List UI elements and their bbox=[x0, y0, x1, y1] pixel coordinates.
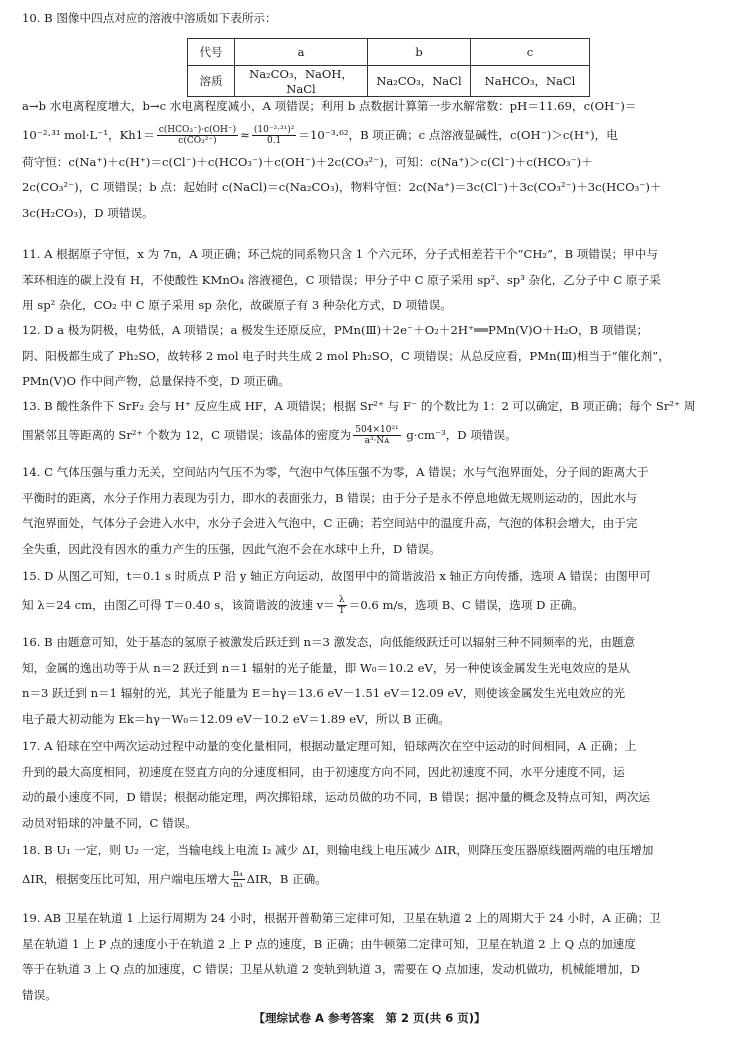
question-10-body bbox=[22, 94, 716, 226]
text-line: 苯环相连的碳上没有 H，不使酸性 KMnO₄ 溶液褪色，C 项错误；甲分子中 C 原子采用 sp²、sp³ 杂化，乙分子中 C 原子采 bbox=[22, 272, 661, 287]
wave-speed-fraction bbox=[337, 595, 347, 616]
text-line: 12. D a 极为阴极，电势低，A 项错误；a 极发生还原反应，PMn(Ⅲ)＋2e⁻＋O₂＋2H⁺══PMn(Ⅴ)O＋H₂O，B 项错误； bbox=[22, 323, 649, 337]
text-line: 19. AB 卫星在轨道 1 上运行周期为 24 小时，根据开普勒第三定律可知，卫星在轨道 2 上的周期大于 24 小时，A 正确；卫 bbox=[22, 911, 661, 925]
text-line: 15. D 从图乙可知，t＝0.1 s 时质点 P 沿 y 轴正方向运动，故图甲中的简谐波沿 x 轴正方向传播，选项 A 错误；由图甲可 bbox=[22, 569, 651, 583]
table-cell: 溶质 bbox=[188, 66, 235, 97]
table-cell: Na₂CO₃，NaCl bbox=[368, 66, 471, 97]
fraction-denominator: 0.1 bbox=[266, 136, 282, 146]
text-line: 气泡界面处，气体分子会进入水中，水分子会进入气泡中，C 正确；若空间站中的温度升高，气泡的体积会增大，由于完 bbox=[22, 516, 638, 530]
fraction-numerator: c(HCO₃⁻)·c(OH⁻) bbox=[158, 125, 237, 135]
text-segment: ΔIR，B 正确。 bbox=[246, 871, 327, 886]
fraction-numerator: (10⁻²·³¹)² bbox=[253, 125, 295, 135]
text-line bbox=[22, 590, 716, 620]
question-11 bbox=[22, 242, 716, 319]
fraction-numerator: 504×10²¹ bbox=[355, 425, 399, 435]
question-19 bbox=[22, 906, 716, 1008]
text-line: 2c(CO₃²⁻)，C 项错误；b 点：起始时 c(NaCl)＝c(Na₂CO₃)，物料守恒：2c(Na⁺)＝3c(Cl⁻)＋3c(CO₃²⁻)＋3c(HCO₃⁻)＋ bbox=[22, 180, 662, 194]
kh-tail: ＝10⁻³·⁶²，B 项正确；c 点溶液显碱性，c(OH⁻)＞c(H⁺)，电 bbox=[298, 127, 618, 142]
text-line: 13. B 酸性条件下 SrF₂ 会与 H⁺ 反应生成 HF，A 项错误；根据 Sr²⁺ 与 F⁻ 的个数比为 1：2 可以确定，B 项正确；每个 Sr²⁺ 周 bbox=[22, 399, 696, 413]
text-line: 18. B U₁ 一定，则 U₂ 一定，当输电线上电流 I₂ 减少 ΔI，则输电线上电压减少 ΔIR，则降压变压器原线圈两端的电压增加 bbox=[22, 843, 654, 857]
kh-fraction-value bbox=[252, 125, 297, 146]
text-line: 17. A 铅球在空中两次运动过程中动量的变化量相同，根据动量定理可知，铅球两次在空中运动的时间相同，A 正确；上 bbox=[22, 739, 637, 753]
text-line: 升到的最大高度相同，初速度在竖直方向的分速度相同，由于初速度方向不同，因此初速度不同，水平分速度不同，运 bbox=[22, 764, 625, 779]
fraction-numerator: n₄ bbox=[233, 869, 243, 879]
q10-header: 10. B 图像中四点对应的溶液中溶质如下表所示： bbox=[22, 11, 277, 25]
text-segment: ＝0.6 m/s，选项 B、C 错误，选项 D 正确。 bbox=[348, 597, 584, 612]
question-17 bbox=[22, 734, 716, 836]
text-segment: ΔIR，根据变压比可知，用户端电压增大 bbox=[22, 871, 230, 886]
text-line: n＝3 跃迁到 n＝1 辐射的光，其光子能量为 E＝hγ＝13.6 eV－1.51 eV＝12.09 eV，则使该金属发生光电效应的光 bbox=[22, 686, 626, 700]
kh-label: 10⁻²·³¹ mol·L⁻¹，Kh1＝ bbox=[22, 127, 155, 142]
page-footer: 【理综试卷 A 参考答案 第 2 页(共 6 页)】 bbox=[253, 1011, 486, 1025]
question-18 bbox=[22, 838, 716, 894]
text-line: PMn(Ⅴ)O 作中间产物，总量保持不变，D 项正确。 bbox=[22, 374, 290, 388]
text-line: 11. A 根据原子守恒，x 为 7n，A 项正确；环己烷的同系物只含 1 个六元环，分子式相差若干个“CH₂”，B 项错误；甲中与 bbox=[22, 247, 658, 261]
text-line: 错误。 bbox=[22, 987, 57, 1002]
table-cell: b bbox=[368, 39, 471, 66]
question-16 bbox=[22, 630, 716, 732]
text-line: 知，金属的逸出功等于从 n＝2 跃迁到 n＝1 辐射的光子能量，即 W₀＝10.2 eV，另一种使该金属发生光电效应的是从 bbox=[22, 660, 630, 675]
text-line: 星在轨道 1 上 P 点的速度小于在轨道 2 上 P 点的速度，B 正确；由牛顿第二定律可知，卫星在轨道 2 上 Q 点的加速度 bbox=[22, 936, 636, 951]
fraction-denominator: T bbox=[338, 606, 345, 616]
question-10 bbox=[22, 6, 716, 32]
text-line: a→b 水电离程度增大，b→c 水电离程度减小，A 项错误；利用 b 点数据计算第一步水解常数：pH＝11.69，c(OH⁻)＝ bbox=[22, 99, 637, 113]
table-cell: c bbox=[471, 39, 590, 66]
fraction-denominator: a³·Nᴀ bbox=[364, 436, 390, 446]
text-line: 动员对铅球的冲量不同，C 错误。 bbox=[22, 815, 197, 830]
text-line: 动的最小速度不同，D 错误；根据动能定理，两次掷铅球，运动员做的功不同，B 错误；据冲量的概念及特点可知，两次运 bbox=[22, 790, 651, 804]
fraction-denominator: n₃ bbox=[233, 880, 243, 890]
fraction-denominator: c(CO₃²⁻) bbox=[178, 136, 217, 146]
turns-ratio-fraction bbox=[231, 869, 244, 890]
text-segment: 知 λ＝24 cm，由图乙可得 T＝0.40 s，该简谐波的波速 v＝ bbox=[22, 597, 335, 612]
question-14 bbox=[22, 460, 716, 562]
text-line: 14. C 气体压强与重力无关，空间站内气压不为零，气泡中气体压强不为零，A 错误；水与气泡界面处，分子间的距离大于 bbox=[22, 465, 649, 479]
text-line: 16. B 由题意可知，处于基态的氢原子被激发后跃迁到 n＝3 激发态，向低能级跃迁可以辐射三种不同频率的光，由题意 bbox=[22, 635, 636, 649]
table-cell: a bbox=[235, 39, 368, 66]
text-line bbox=[22, 420, 716, 450]
text-segment: 围紧邻且等距离的 Sr²⁺ 个数为 12，C 项错误；该晶体的密度为 bbox=[22, 427, 352, 442]
text-line: 10⁻²·³¹ mol·L⁻¹，Kh1＝ $\frac{\text{c(HCO₃⁻)·c(OH⁻)}}{\text{c(CO₃²⁻)}}$ ≈ $\frac{\text{(10⁻²·³¹)²}}{0.1}$ ＝10⁻³·⁶²，B 项正确；c 点溶液显碱性，c(OH⁻)＞c(H⁺)，电 bbox=[22, 125, 618, 146]
text-line: 阴、阳极都生成了 Ph₂SO，故转移 2 mol 电子时共生成 2 mol Ph₂SO，C 项错误；从总反应看，PMn(Ⅲ)相当于“催化剂”， bbox=[22, 348, 670, 363]
table-cell: Na₂CO₃，NaOH，NaCl bbox=[235, 66, 368, 97]
density-fraction bbox=[353, 425, 400, 446]
text-line bbox=[22, 864, 716, 894]
text-line: 全失重，因此没有因水的重力产生的压强，因此气泡不会在水球中上升，D 错误。 bbox=[22, 541, 441, 556]
table-row bbox=[188, 66, 590, 97]
kh-fraction bbox=[157, 125, 238, 146]
text-line: 电子最大初动能为 Ek＝hγ－W₀＝12.09 eV－10.2 eV＝1.89 eV，所以 B 正确。 bbox=[22, 711, 450, 726]
text-line: 荷守恒：c(Na⁺)＋c(H⁺)＝c(Cl⁻)＋c(HCO₃⁻)＋c(OH⁻)＋2c(CO₃²⁻)，可知：c(Na⁺)＞c(Cl⁻)＋c(HCO₃⁻)＋ bbox=[22, 154, 593, 169]
question-15 bbox=[22, 564, 716, 620]
question-13 bbox=[22, 394, 716, 450]
text-line: 3c(H₂CO₃)，D 项错误。 bbox=[22, 205, 154, 220]
table-cell: NaHCO₃，NaCl bbox=[471, 66, 590, 97]
text-line: 平衡时的距离，水分子作用力表现为引力，即水的表面张力，B 错误；由于分子是永不停息地做无规则运动的，因此水与 bbox=[22, 490, 638, 505]
question-12 bbox=[22, 318, 716, 395]
table-cell: 代号 bbox=[188, 39, 235, 66]
solute-table bbox=[187, 38, 590, 97]
text-line: 等于在轨道 3 上 Q 点的加速度，C 错误；卫星从轨道 2 变轨到轨道 3，需要在 Q 点加速，发动机做功，机械能增加，D bbox=[22, 962, 640, 976]
table-row bbox=[188, 39, 590, 66]
text-line: 用 sp² 杂化，CO₂ 中 C 原子采用 sp 杂化，故碳原子有 3 种杂化方式，D 项错误。 bbox=[22, 298, 452, 312]
fraction-numerator: λ bbox=[337, 595, 347, 606]
text-segment: g·cm⁻³，D 项错误。 bbox=[402, 427, 517, 442]
